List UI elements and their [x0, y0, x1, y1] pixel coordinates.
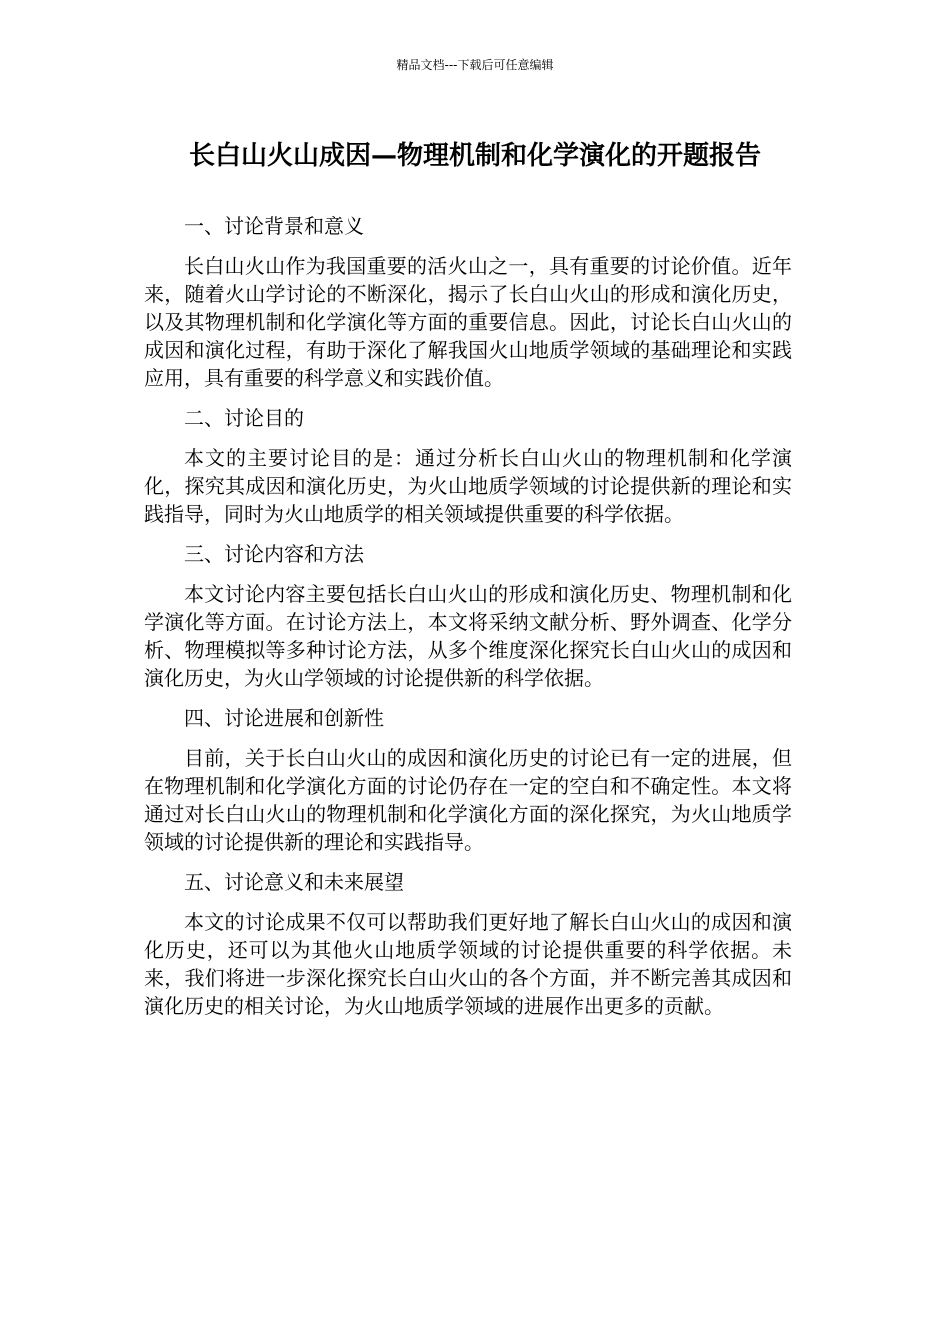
header-note: 精品文档---下载后可任意编辑: [396, 58, 554, 72]
document-body: [144, 212, 792, 1032]
section-progress-innovation: [144, 704, 792, 856]
section-background: [144, 212, 792, 392]
section-paragraph: 本文的讨论成果不仅可以帮助我们更好地了解长白山火山的成因和演化历史，还可以为其他火山地质学领域的讨论提供重要的科学依据。未来，我们将进一步深化探究长白山火山的各个方面，并不断完善其成因和演化历史的相关讨论，为火山地质学领域的进展作出更多的贡献。: [144, 910, 792, 1018]
section-heading: 一、讨论背景和意义: [184, 214, 364, 238]
section-paragraph: 目前，关于长白山火山的成因和演化历史的讨论已有一定的进展，但在物理机制和化学演化方面的讨论仍存在一定的空白和不确定性。本文将通过对长白山火山的物理机制和化学演化方面的深化探究，为火山地质学领域的讨论提供新的理论和实践指导。: [144, 746, 792, 854]
document-title: 长白山火山成因—物理机制和化学演化的开题报告: [188, 141, 761, 171]
section-heading: 二、讨论目的: [184, 406, 304, 430]
section-heading: 五、讨论意义和未来展望: [184, 870, 404, 894]
section-paragraph: 本文讨论内容主要包括长白山火山的形成和演化历史、物理机制和化学演化等方面。在讨论方法上，本文将采纳文献分析、野外调查、化学分析、物理模拟等多种讨论方法，从多个维度深化探究长白山火山的成因和演化历史，为火山学领域的讨论提供新的科学依据。: [144, 582, 792, 690]
section-purpose: [144, 404, 792, 528]
section-paragraph: 长白山火山作为我国重要的活火山之一，具有重要的讨论价值。近年来，随着火山学讨论的不断深化，揭示了长白山火山的形成和演化历史，以及其物理机制和化学演化等方面的重要信息。因此，讨论长白山火山的成因和演化过程，有助于深化了解我国火山地质学领域的基础理论和实践应用，具有重要的科学意义和实践价值。: [144, 254, 792, 390]
section-significance-outlook: [144, 868, 792, 1020]
section-paragraph: 本文的主要讨论目的是：通过分析长白山火山的物理机制和化学演化，探究其成因和演化历史，为火山地质学领域的讨论提供新的理论和实践指导，同时为火山地质学的相关领域提供重要的科学依据。: [144, 446, 792, 526]
section-content-methods: [144, 540, 792, 692]
section-heading: 三、讨论内容和方法: [184, 542, 364, 566]
section-heading: 四、讨论进展和创新性: [184, 706, 384, 730]
